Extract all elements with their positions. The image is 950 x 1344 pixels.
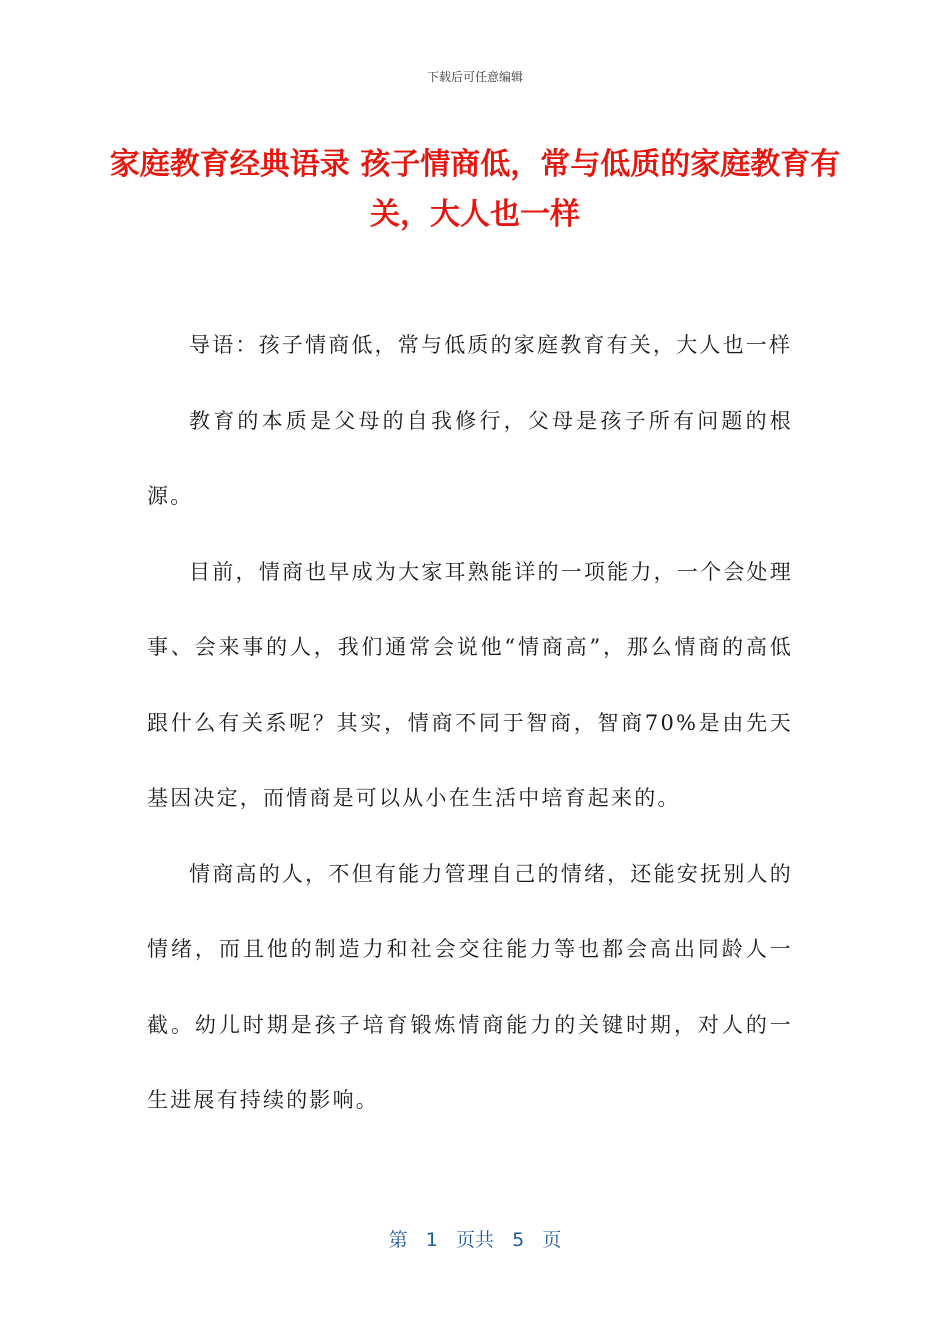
footer-middle: 页共 bbox=[455, 1229, 494, 1251]
paragraph-intro: 导语：孩子情商低，常与低质的家庭教育有关，大人也一样 bbox=[189, 333, 793, 357]
paragraph-eq-definition: 目前，情商也早成为大家耳熟能详的一项能力，一个会处理事、会来事的人，我们通常会说他“情商高”，那么情商的高低跟什么有关系呢？其实，情商不同于智商，智商70%是由先天基因决定，而情商是可以从小在生活中培育起来的。 bbox=[147, 559, 793, 810]
footer-prefix: 第 bbox=[388, 1229, 408, 1251]
footer-current-page: 1 bbox=[425, 1229, 438, 1251]
footer-suffix: 页 bbox=[542, 1229, 562, 1251]
footer-total-pages: 5 bbox=[512, 1229, 525, 1251]
paragraph-eq-importance: 情商高的人，不但有能力管理自己的情绪，还能安抚别人的情绪，而且他的制造力和社会交往能力等也都会高出同龄人一截。幼儿时期是孩子培育锻炼情商能力的关键时期，对人的一生进展有持续的影响。 bbox=[147, 861, 793, 1112]
document-body bbox=[147, 308, 793, 1139]
paragraph-essence: 教育的本质是父母的自我修行，父母是孩子所有问题的根源。 bbox=[147, 408, 793, 508]
page-footer bbox=[0, 1225, 950, 1252]
document-title: 家庭教育经典语录 孩子情商低，常与低质的家庭教育有关，大人也一样 bbox=[109, 147, 841, 232]
header-note: 下载后可任意编辑 bbox=[426, 70, 523, 84]
